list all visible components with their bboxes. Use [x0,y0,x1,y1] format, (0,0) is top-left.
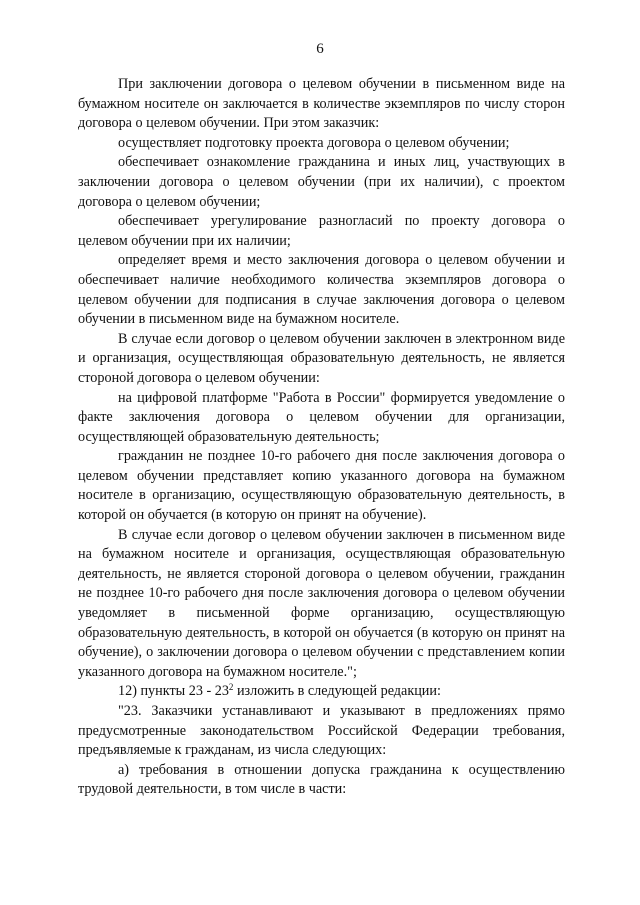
paragraph: "23. Заказчики устанавливают и указывают в предложениях прямо предусмотренные законодательством Российской Федерации требования, предъявляемые к гражданам, из числа следующих: [78,703,565,759]
paragraph: осуществляет подготовку проекта договора о целевом обучении; [118,134,510,151]
item-12-superscript: 2 [228,682,234,693]
paragraph: обеспечивает ознакомление гражданина и иных лиц, участвующих в заключении договора о целевом обучении (при их наличии), с проектом договора о целевом обучении; [78,154,565,210]
paragraph: а) требования в отношении допуска гражданина к осуществлению трудовой деятельности, в том числе в части: [78,761,565,798]
paragraph: обеспечивает урегулирование разногласий по проекту договора о целевом обучении при их наличии; [78,213,565,249]
paragraph: В случае если договор о целевом обучении заключен в письменном виде на бумажном носителе и организация, осуществляющая образовательную деятельность, не является стороной договора о целевом обучении, гражданин не позднее 10-го рабочего дня после заключения договора о целевом обучении уведомляет в письменной форме организацию, осуществляющую образовательную деятельность, в которой он обучается (в которую он принят на обучение), о заключении договора о целевом обучении с представлением копии указанного договора на бумажном носителе."; [78,526,565,680]
page-number: 6 [316,41,324,57]
amendment-item-12 [78,682,565,702]
document-body [78,75,565,800]
paragraph: определяет время и место заключения договора о целевом обучении и обеспечивает наличие необходимого количества экземпляров договора о целевом обучении для подписания в случае заключения договора о целевом обучении в письменном виде на бумажном носителе. [78,252,565,328]
paragraph: В случае если договор о целевом обучении заключен в электронном виде и организация, осуществляющая образовательную деятельность, не является стороной договора о целевом обучении: [78,330,565,386]
paragraph: гражданин не позднее 10-го рабочего дня после заключения договора о целевом обучении представляет копию указанного договора на бумажном носителе в организацию, осуществляющую образовательную деятельность, в которой он обучается (в которую он принят на обучение). [78,448,565,524]
paragraph: При заключении договора о целевом обучении в письменном виде на бумажном носителе он заключается в количестве экземпляров по числу сторон договора о целевом обучении. При этом заказчик: [78,76,565,132]
item-12-prefix: 12) пункты 23 - 23 [118,683,229,700]
paragraph: на цифровой платформе "Работа в России" формируется уведомление о факте заключения договора о целевом обучении для организации, осуществляющей образовательную деятельность; [78,389,565,445]
item-12-suffix: изложить в следующей редакции: [233,683,441,700]
